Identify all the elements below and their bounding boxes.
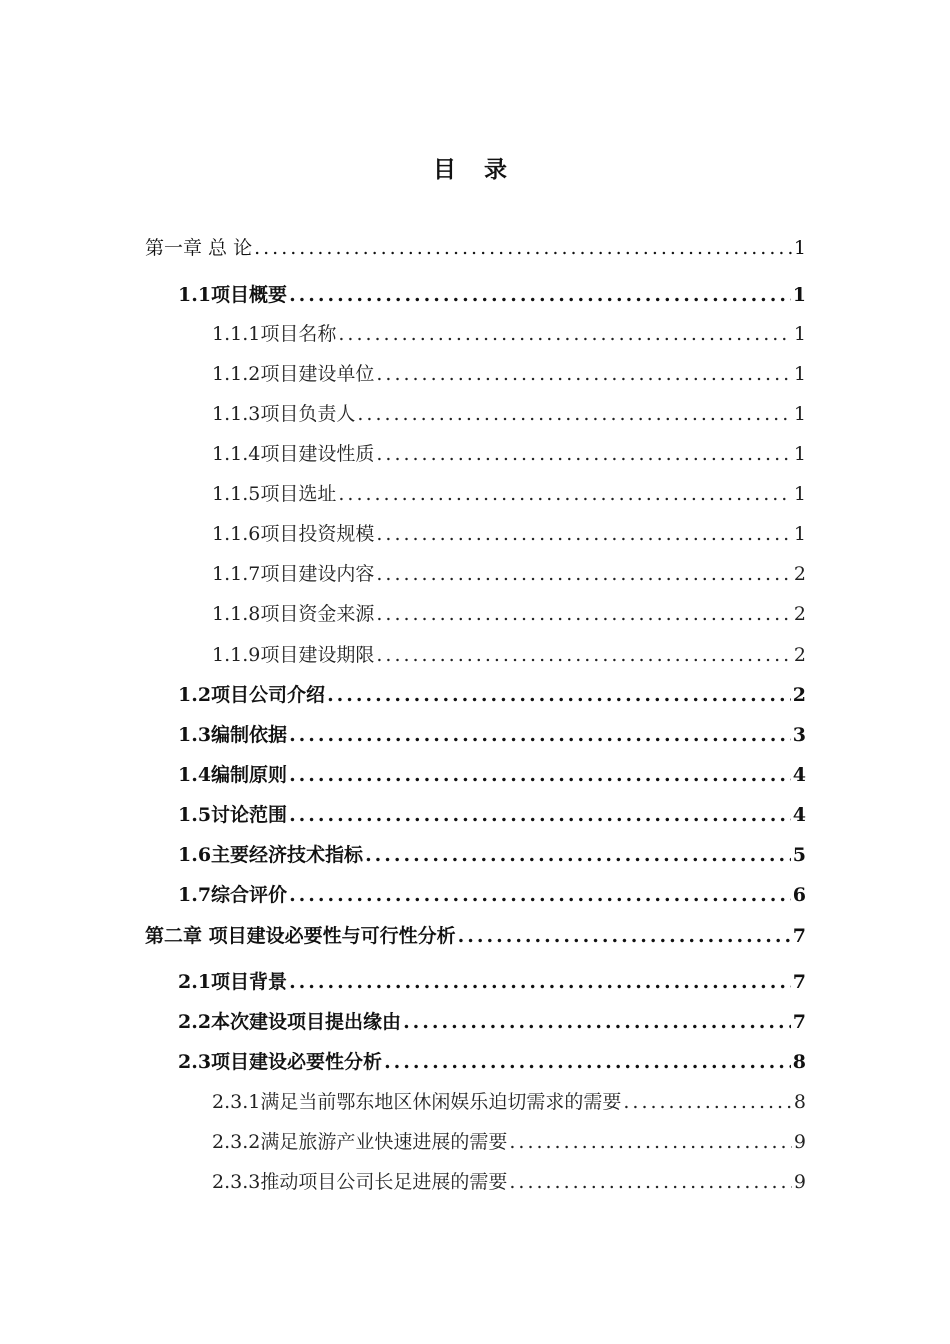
toc-entry[interactable] <box>212 600 806 628</box>
toc-entry[interactable] <box>178 801 806 829</box>
toc-dot-leader <box>357 400 792 428</box>
toc-entry-page: 2 <box>792 684 806 706</box>
toc-entry-page: 9 <box>793 1131 806 1153</box>
toc-dot-leader <box>376 641 792 669</box>
toc-entry[interactable] <box>212 1128 806 1156</box>
toc-entry-label: 第一章 总 论 <box>145 237 253 259</box>
toc-dot-leader <box>376 520 792 548</box>
toc-dot-leader <box>458 922 791 950</box>
toc-entry-page: 4 <box>792 804 806 826</box>
toc-entry-label: 2.1项目背景 <box>178 971 288 993</box>
toc-entry[interactable] <box>212 520 806 548</box>
toc-entry-label: 1.1.3项目负责人 <box>212 403 356 425</box>
toc-dot-leader <box>338 320 792 348</box>
toc-entry[interactable] <box>178 761 806 789</box>
toc-dot-leader <box>289 801 791 829</box>
toc-entry-page: 5 <box>792 844 806 866</box>
toc-entry-label: 1.1.7项目建设内容 <box>212 563 375 585</box>
toc-entry[interactable] <box>212 320 806 348</box>
toc-dot-leader <box>327 681 791 709</box>
toc-entry-label: 1.3编制依据 <box>178 724 288 746</box>
toc-entry[interactable] <box>212 560 806 588</box>
toc-entry-page: 1 <box>793 403 806 425</box>
toc-entry-page: 8 <box>793 1091 806 1113</box>
toc-dot-leader <box>289 721 791 749</box>
toc-dot-leader <box>365 841 791 869</box>
toc-dot-leader <box>384 1048 791 1076</box>
toc-entry[interactable] <box>212 1088 806 1116</box>
toc-entry-page: 1 <box>793 443 806 465</box>
toc-entry-label: 1.1项目概要 <box>178 284 288 306</box>
toc-dot-leader <box>403 1008 791 1036</box>
toc-entry[interactable] <box>178 968 806 996</box>
toc-entry-label: 1.1.4项目建设性质 <box>212 443 375 465</box>
toc-entry-page: 7 <box>792 1011 806 1033</box>
toc-entry-page: 1 <box>793 363 806 385</box>
toc-entry[interactable] <box>145 234 806 262</box>
toc-dot-leader <box>376 440 792 468</box>
toc-entry[interactable] <box>212 360 806 388</box>
toc-entry-page: 3 <box>792 724 806 746</box>
toc-entry-label: 1.7综合评价 <box>178 884 288 906</box>
page-title: 目 录 <box>432 156 517 183</box>
toc-dot-leader <box>376 600 792 628</box>
toc-entry-page: 8 <box>792 1051 806 1073</box>
toc-entry-page: 4 <box>792 764 806 786</box>
toc-entry[interactable] <box>212 440 806 468</box>
toc-entry[interactable] <box>212 480 806 508</box>
toc-entry-page: 1 <box>792 284 806 306</box>
toc-entry-label: 1.6主要经济技术指标 <box>178 844 364 866</box>
toc-entry[interactable] <box>178 881 806 909</box>
toc-entry-page: 1 <box>793 323 806 345</box>
toc-dot-leader <box>338 480 792 508</box>
toc-entry[interactable] <box>178 281 806 309</box>
toc-entry-label: 1.2项目公司介绍 <box>178 684 326 706</box>
toc-dot-leader <box>289 281 791 309</box>
toc-dot-leader <box>254 234 792 262</box>
toc-entry[interactable] <box>178 1048 806 1076</box>
toc-entry-label: 2.3.1满足当前鄂东地区休闲娱乐迫切需求的需要 <box>212 1091 622 1113</box>
toc-entry-page: 1 <box>793 237 806 259</box>
toc-entry-page: 2 <box>793 563 806 585</box>
toc-entry-label: 1.1.8项目资金来源 <box>212 603 375 625</box>
toc-entry-label: 2.3项目建设必要性分析 <box>178 1051 383 1073</box>
toc-entry-page: 1 <box>793 523 806 545</box>
toc-dot-leader <box>289 761 791 789</box>
toc-entry-label: 1.1.6项目投资规模 <box>212 523 375 545</box>
toc-entry-label: 1.1.2项目建设单位 <box>212 363 375 385</box>
toc-entry-page: 2 <box>793 603 806 625</box>
toc-entry[interactable] <box>178 841 806 869</box>
toc-entry-page: 2 <box>793 644 806 666</box>
toc-entry[interactable] <box>212 1168 806 1196</box>
toc-entry-label: 2.2本次建设项目提出缘由 <box>178 1011 402 1033</box>
toc-dot-leader <box>376 560 792 588</box>
toc-dot-leader <box>509 1168 792 1196</box>
toc-dot-leader <box>376 360 792 388</box>
toc-dot-leader <box>623 1088 792 1116</box>
toc-entry-label: 1.4编制原则 <box>178 764 288 786</box>
toc-entry[interactable] <box>212 400 806 428</box>
toc-entry[interactable] <box>178 681 806 709</box>
toc-entry-label: 2.3.2满足旅游产业快速进展的需要 <box>212 1131 508 1153</box>
toc-entry[interactable] <box>145 922 806 950</box>
toc-entry-page: 9 <box>793 1171 806 1193</box>
toc-entry-label: 2.3.3推动项目公司长足进展的需要 <box>212 1171 508 1193</box>
toc-entry-page: 7 <box>792 925 806 947</box>
toc-entry[interactable] <box>178 721 806 749</box>
toc-entry-label: 1.1.1项目名称 <box>212 323 337 345</box>
toc-entry-page: 1 <box>793 483 806 505</box>
toc-entry-label: 1.5讨论范围 <box>178 804 288 826</box>
toc-entry-label: 1.1.5项目选址 <box>212 483 337 505</box>
toc-entry[interactable] <box>212 641 806 669</box>
toc-dot-leader <box>289 968 791 996</box>
toc-entry[interactable] <box>178 1008 806 1036</box>
toc-entry-page: 6 <box>792 884 806 906</box>
toc-dot-leader <box>289 881 791 909</box>
toc-entry-page: 7 <box>792 971 806 993</box>
toc-entry-label: 1.1.9项目建设期限 <box>212 644 375 666</box>
toc-entry-label: 第二章 项目建设必要性与可行性分析 <box>145 925 456 947</box>
toc-dot-leader <box>509 1128 792 1156</box>
